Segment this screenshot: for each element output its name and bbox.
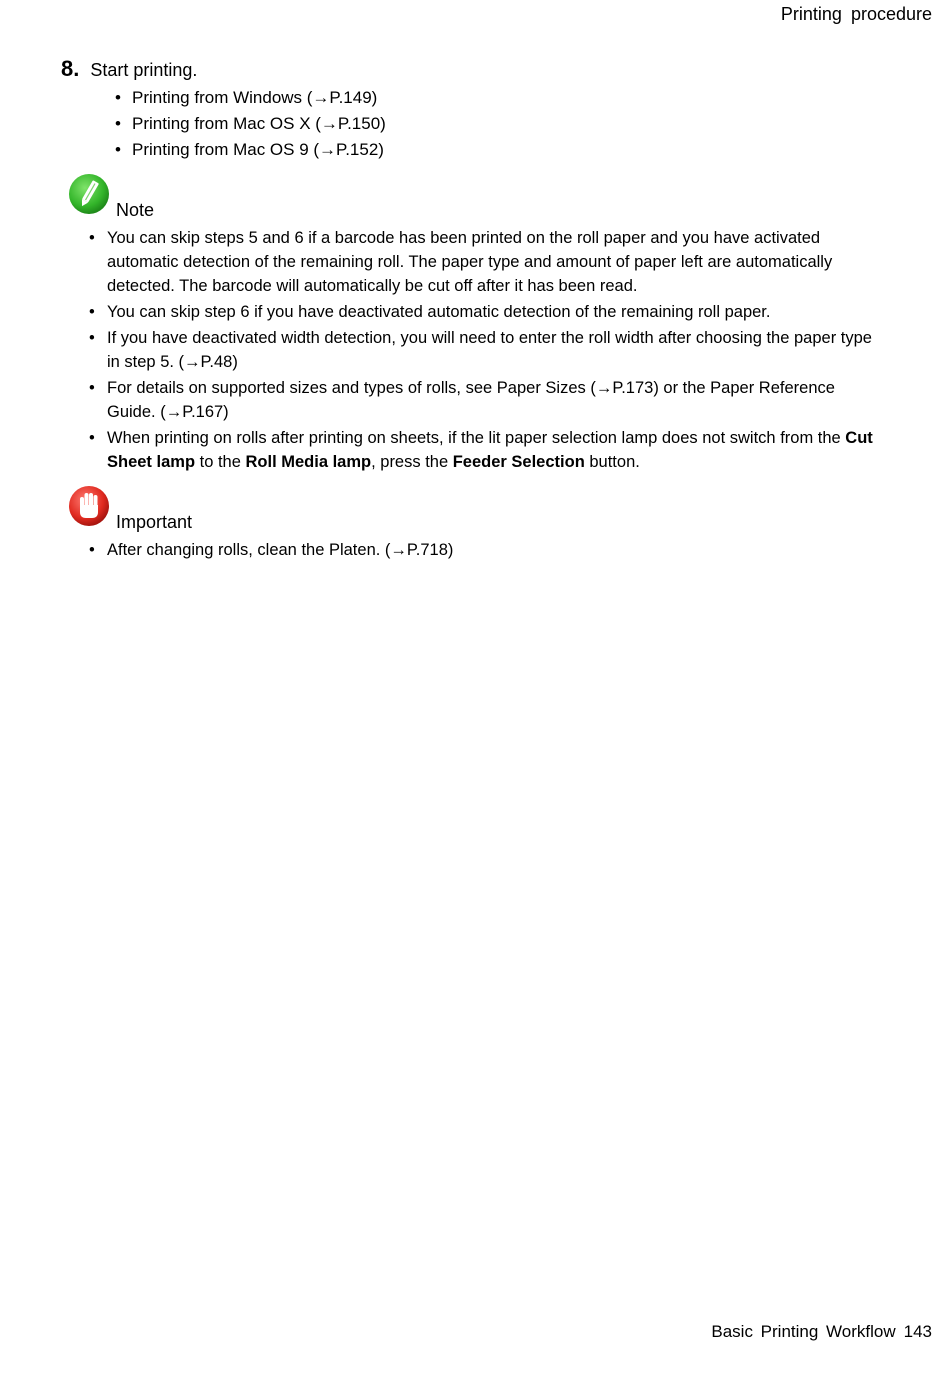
note-list xyxy=(89,226,879,476)
list-item xyxy=(115,86,386,112)
pencil-icon xyxy=(68,173,110,215)
page-number: 143 xyxy=(903,1322,932,1341)
page-footer xyxy=(711,1322,932,1342)
note-item: • You can skip step 6 if you have deactivated automatic detection of the remaining roll paper. xyxy=(89,300,879,324)
hand-stop-icon xyxy=(68,485,110,527)
bullet: • xyxy=(115,114,121,133)
step-link-list xyxy=(115,86,386,164)
list-item xyxy=(115,138,386,164)
note-item: • If you have deactivated width detection, you will need to enter the roll width after choosing the paper type in step 5. (→P.48) xyxy=(89,326,879,374)
step-heading xyxy=(61,56,197,82)
note-text: button. xyxy=(584,453,640,471)
list-item xyxy=(115,112,386,138)
note-item: • You can skip steps 5 and 6 if a barcode has been printed on the roll paper and you have activated automatic detection of the remaining roll. The paper type and amount of paper left are automatically detected. The barcode will automatically be cut off after it has been read. xyxy=(89,226,879,298)
running-header: Printing procedure xyxy=(780,4,932,24)
link-printing-windows[interactable]: Printing from Windows (→P.149) xyxy=(132,88,378,107)
note-item: • For details on supported sizes and types of rolls, see Paper Sizes (→P.173) or the Paper Reference Guide. (→P.167) xyxy=(89,376,879,424)
roll-media-lamp-term: Roll Media lamp xyxy=(245,453,372,471)
note-text: to the xyxy=(195,453,246,471)
step-number: 8. xyxy=(61,56,80,81)
bullet: • xyxy=(115,88,121,107)
cut-sheet-lamp-term: Cut Sheet lamp xyxy=(107,429,873,471)
link-printing-mac-os-x[interactable]: Printing from Mac OS X (→P.150) xyxy=(132,114,386,133)
important-list xyxy=(89,538,879,564)
feeder-selection-term: Feeder Selection xyxy=(452,453,585,471)
note-text: When printing on rolls after printing on sheets, if the lit paper selection lamp does not switch from the xyxy=(107,429,846,447)
step-text: Start printing. xyxy=(90,60,198,80)
bullet: • xyxy=(115,140,121,159)
important-item: • After changing rolls, clean the Platen. (→P.718) xyxy=(89,538,879,562)
note-text: , press the xyxy=(371,453,453,471)
important-title: Important xyxy=(116,512,193,532)
link-printing-mac-os-9[interactable]: Printing from Mac OS 9 (→P.152) xyxy=(132,140,384,159)
note-title: Note xyxy=(116,200,155,220)
note-item xyxy=(89,426,879,474)
footer-section-title: Basic Printing Workflow xyxy=(711,1322,896,1341)
